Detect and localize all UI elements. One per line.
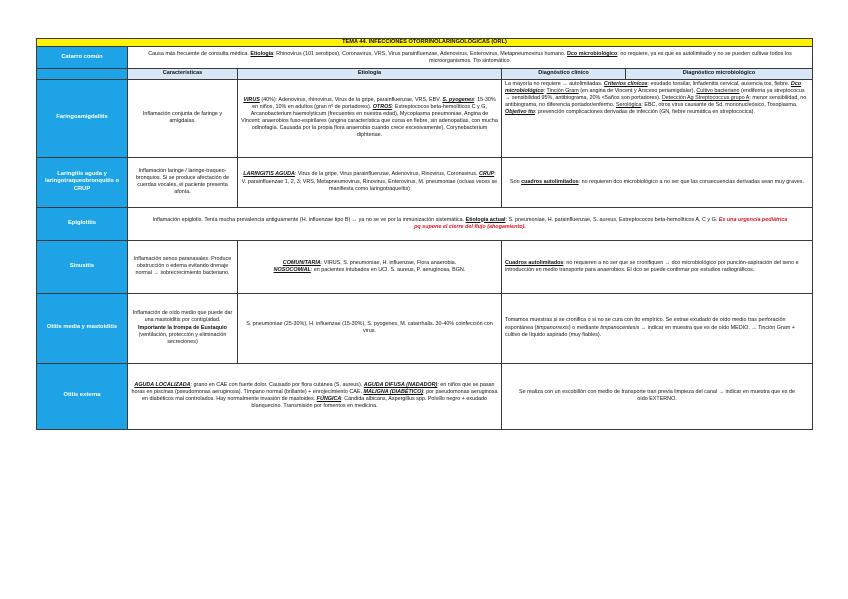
faringo-tincion-label: Tinción Gram	[546, 87, 579, 94]
otitis-diagnostico	[502, 293, 813, 363]
faringo-spyo-label: S. pyogenes	[442, 96, 475, 103]
faringo-deteccion-label: Detección Ag Streptococcus grupo A	[661, 94, 750, 101]
catarro-text-2: : Rhinovirus (101 serotipos), Coronavirus, VRS, Virus parainfluenzae, Adenovirus, Enterovirus, Metapneumovirus humano.	[273, 50, 568, 57]
header-diagnostico-clinico: Diagnóstico clínico	[502, 69, 626, 79]
row-epiglotitis	[37, 207, 813, 240]
faringo-virus-label: VIRUS	[243, 96, 260, 103]
sinusitis-diagnostico	[502, 240, 813, 293]
sinusitis-caracteristicas: Inflamación senos paranasales. Produce obstrucción o edema evitando drenaje normal → sobrecrecimiento bacteriano.	[128, 240, 238, 293]
laringitis-caracteristicas: Inflamación laringe / laringe-traqueo-bronquios. Si se produce afectación de cuerdas vocales, el paciente presenta afonía.	[128, 157, 238, 207]
faringo-micro-text-5: : menor sensibilidad, no antibiograma, no diferencia portador/enfermo.	[505, 94, 807, 108]
faringo-cultivo-label: Cultivo bacteriano	[696, 87, 740, 94]
otitis-dx-text-1: Tomamos muestras si se cronifica o si no se cura con tto empírico. Se extrae exudado de oído medio tras perforación espontánea (	[505, 317, 786, 331]
laringitis-diagnostico	[502, 157, 813, 207]
page-title: TEMA 44. INFECCIONES OTORRINOLARINGOLÓGICAS (ORL)	[37, 39, 813, 47]
header-etiologia: Etiología	[238, 69, 502, 79]
otitis-car-text-2: (ventilación, protección y eliminación secreciones)	[138, 331, 227, 345]
faringo-micro-text-4: (endiferria ya streptococus → sensibilidad 95%, antibiograma, 20% <5años son portadores).	[505, 87, 805, 101]
faringo-micro-text-2: :	[543, 87, 547, 94]
sinusitis-comunitaria-text: : VIRUS, S. pneumoniae, H. influenzae, Flora anaerobia.	[320, 259, 457, 266]
faringo-otros-label: OTROS	[372, 103, 392, 110]
otitis-externa-content	[128, 363, 502, 429]
otitis-externa-fungica-text: : Cándida albicans, Aspergillus spp. Polvillo negro + exudado blanquecino. Transmisión por fomentos en medicina.	[251, 396, 488, 410]
otitis-caracteristicas	[128, 293, 238, 363]
row-label-sinusitis: Sinusitis	[37, 240, 128, 293]
header-spacer	[37, 69, 128, 79]
faringo-clin-text-1: La mayoría no requiere → autolimitadas.	[505, 80, 604, 87]
row-otitis-media	[37, 293, 813, 363]
infecciones-orl-table	[36, 38, 813, 430]
catarro-text-3: : no requiere, ya es que es autolimitado y no se pueden cultivar todos los microorganismos. Tto sintomático.	[429, 50, 792, 64]
row-catarro-comun	[37, 47, 813, 69]
row-sinusitis	[37, 240, 813, 293]
faringo-otros-text: : Estreptococos beta-hemolíticos C y G, Arcanobacterium haemolyticum (frecuentes en nuestra edad), Mycoplasma pneumoniae, Angina de Vincent: anaerobios fuso-espirilares (angina característica que cursa en fiebre, sin adenopatías, con mucha odinofagia. Causada por la propia flora anaerobia cuando crece excesivamente), Corynebacterium diphteriae.	[241, 103, 498, 139]
row-otitis-externa	[37, 363, 813, 429]
otitis-car-text-1: Inflamación de oído medio que puede dar una mastoiditis por contigüidad.	[132, 310, 233, 324]
faringo-criterios-label: Criterios clínicos	[603, 80, 648, 87]
otitis-trompa-label: Importante la trompa de Eustaquio	[138, 324, 227, 331]
faringo-virus-text: (40%): Adenovirus, rhinovirus, Virus de la gripe, parainfluenzae, VRS, EBV.	[259, 96, 443, 103]
laringitis-aguda-label: LARINGITIS AGUDA	[243, 171, 295, 178]
catarro-content	[128, 47, 813, 69]
otitis-externa-diagnostico: Se realiza con un escobillón con medio de transporte tran previa limpieza del canal → indicar en muestra que es de oído EXTERNO.	[502, 363, 813, 429]
laringitis-autolim-label: cuadros autolimitados	[521, 178, 579, 185]
row-label-faringo: Faringoamigdalitis	[37, 79, 128, 157]
row-label-epiglotitis: Epiglotitis	[37, 207, 128, 240]
otitis-dx-text-3: → indicar en muestra que es de oído MEDIO. → Tinción Gram + cultivo de líquido aspirado (muy fiables).	[505, 324, 795, 338]
faringo-diagnostico	[502, 79, 813, 157]
row-label-otitis-externa: Otitis externa	[37, 363, 128, 429]
header-diagnostico-microbiologico: Diagnóstico microbiológico	[626, 69, 813, 79]
sinusitis-nosocomial-text: : en pacientes intubados en UCI. S. aureus, P. aeruginosa, BGN.	[310, 266, 466, 273]
row-laringitis	[37, 157, 813, 207]
otitis-externa-aguda-loc-text: : grano en CAE con fuerte dolor. Causado por flora cutánea (S. aureus).	[190, 381, 364, 388]
otitis-timpanocentesis-label: timpanocentesis	[600, 324, 640, 331]
row-label-catarro: Catarro común	[37, 47, 128, 69]
otitis-externa-fungica-label: FÚNGICA	[316, 396, 342, 403]
laringitis-etiologia	[238, 157, 502, 207]
sinusitis-dx-label: Cuadros autolimitados	[505, 259, 564, 266]
catarro-dco-label: Dco microbiológico	[567, 50, 618, 57]
sinusitis-nosocomial-label: NOSOCOMIAL	[273, 266, 311, 273]
epiglotitis-urgencia: Es una urgencia pediátrica pq supone el cierre del flujo (ahogamiento).	[414, 216, 788, 230]
faringo-spyo-text: : 15-30% en niños, 10% en adultos (gran nº de portadores).	[252, 96, 496, 110]
sinusitis-etiologia	[238, 240, 502, 293]
sinusitis-dx-text: : no requieren a no ser que se cronifiquen → dco microbiológico por punción-aspiración del seno e introducción en medio transporte para anaerobios. El dco se puede confirmar por estudios radiográficos.	[505, 259, 799, 273]
row-label-laringitis: Laringitis aguda y laringotraqueobronquitis o CRUP	[37, 157, 128, 207]
faringo-micro-text-6: : EBC, otros virus causante de Sd. mononucleósico, Toxoplasma.	[641, 102, 798, 108]
faringo-objetivo-label: Objetivo tto	[505, 109, 535, 116]
sinusitis-comunitaria-label: COMUNITARIA	[282, 259, 321, 266]
laringitis-dx-text-1: Son	[510, 178, 522, 185]
laringitis-crup-label: CRUP	[478, 171, 495, 178]
row-label-otitis-media: Otitis media y mastoiditis	[37, 293, 128, 363]
otitis-externa-aguda-dif-label: AGUDA DIFUSA (NADADOR)	[363, 381, 438, 388]
faringo-etiologia	[238, 79, 502, 157]
epiglotitis-etiologia-label: Etiología actual	[465, 216, 506, 223]
otitis-externa-aguda-dif-text: : en niños que se pasan horas en piscinas (pseudomonas aeruginosa). Tímpano normal (brillante) + enrojecimiento CAE.	[131, 381, 495, 395]
faringo-dco-label: Dco microbiológico	[505, 80, 802, 94]
header-caracteristicas: Características	[128, 69, 238, 79]
faringo-micro-text-3: (en angina de Vincent y Arsceso periamigdalar),	[578, 87, 697, 94]
epiglotitis-text-2: : S. pneumoniae, H. parainfluenzae, S. aureus, Estreptococos beta-hemolíticos A, C y G.	[505, 216, 719, 223]
otitis-externa-maligna-label: MALIGNA (DIABÉTICO)	[363, 389, 424, 395]
faringo-micro-text-7: : prevención complicaciones derivadas de infección (GN, fiebre reumática en streptococica).	[534, 109, 755, 116]
laringitis-dx-text-2: : no requieren dco microbiológico a no ser que las consecuencias derivadas sean muy graves.	[578, 178, 804, 185]
otitis-timpano-label: timpanorrexis	[536, 324, 569, 331]
laringitis-aguda-text: : Virus de la gripe, Virus parainfluenzae, Adenovirus, Rinovirus, Coronavirus.	[294, 171, 479, 178]
otitis-dx-text-2: ) o mediante	[568, 324, 601, 331]
epiglotitis-content	[128, 207, 813, 240]
epiglotitis-text-1: Inflamación epiglotis. Tenía mucha prevalencia antiguamente (H. influenzae tipo B) → ya no se ve por la inmunización sistemática.	[152, 216, 466, 223]
faringo-serologica-label: Serológica	[615, 102, 642, 108]
otitis-externa-aguda-loc-label: AGUDA LOCALIZADA	[134, 381, 191, 388]
otitis-externa-maligna-text: : por pseudomonas aeruginosa en diabéticos mal controlados. Hay normalmente invasión de mastoides.	[141, 389, 498, 403]
catarro-etiologia-label: Etiología	[250, 50, 274, 57]
column-header-row	[37, 69, 813, 79]
row-faringoamigdalitis	[37, 79, 813, 157]
laringitis-crup-text: : V. parainfluenzae 1, 2, 3; VRS, Metapneumovirus, Rinovirus, Enterovirus, M. pneumoniae (ocluas veces se manifiesta como laringotraqueítis)	[241, 171, 498, 192]
title-row	[37, 39, 813, 47]
otitis-etiologia: S. pneumoniae (25-30%), H. influenzae (15-30%), S. pyogenes, M. catarrhalis. 30-40% coinfección con virus.	[238, 293, 502, 363]
faringo-caracteristicas: Inflamación conjunta de faringe y amígdalas.	[128, 79, 238, 157]
catarro-text-1: Causa más frecuente de consulta médica.	[148, 50, 251, 57]
faringo-clin-text-2: : exudado tonsilar, linfadenitis cervical, ausencia tos, fiebre.	[647, 80, 790, 87]
